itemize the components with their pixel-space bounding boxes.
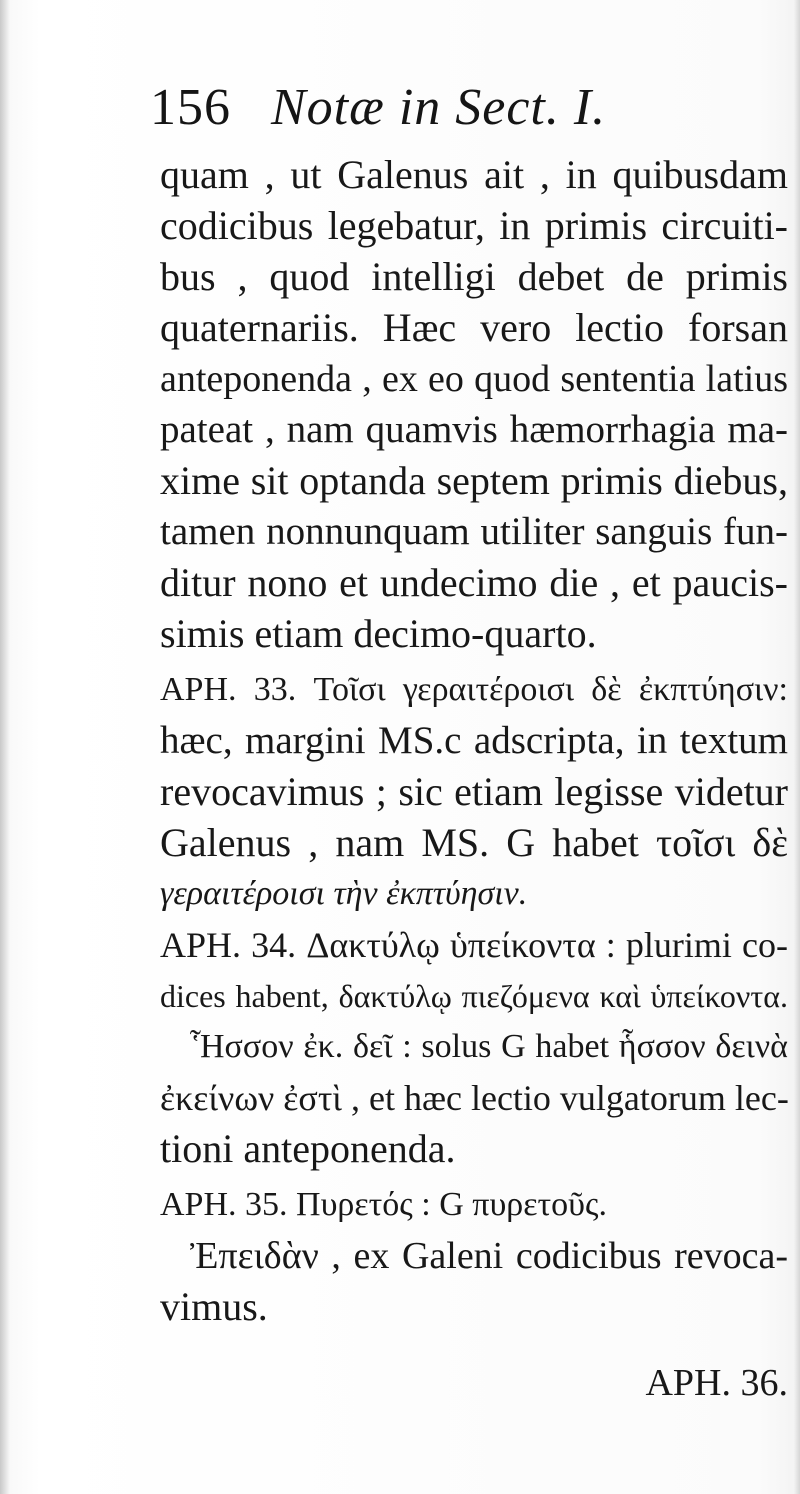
text-line: ditur nono et undecimo die , et paucis- bbox=[160, 560, 788, 605]
text-line: xime sit optanda septem primis diebus, bbox=[160, 458, 788, 503]
page-number: 156 bbox=[150, 79, 231, 136]
text-line: codicibus legebatur, in primis circuiti- bbox=[160, 203, 788, 248]
running-title: Notæ in Sect. I. bbox=[271, 79, 607, 136]
aphorism-34-line: APH. 34. Δακτύλῳ ὑπείκοντα : plurimi co- bbox=[160, 925, 788, 965]
text-line: dices habent, δακτύλῳ πιεζόμενα καὶ ὑπείκοντα. bbox=[160, 978, 788, 1014]
text-line: quaternariis. Hæc vero lectio forsan bbox=[160, 305, 788, 350]
aphorism-33-line: APH. 33. Τοῖσι γεραιτέροισι δὲ ἐκπτύησιν: bbox=[160, 671, 788, 708]
text-line: Galenus , nam MS. G habet τοῖσι δὲ bbox=[160, 820, 788, 865]
catchword: APH. 36. bbox=[645, 1362, 788, 1404]
text-line: anteponenda , ex eo quod sententia latius bbox=[160, 358, 788, 400]
text-line: ἐκείνων ἐστὶ , et hæc lectio vulgatorum lec- bbox=[160, 1078, 789, 1118]
text-line: Ἐπειδὰν , ex Galeni codicibus revoca- bbox=[190, 1235, 788, 1277]
text-line: tioni anteponenda. bbox=[160, 1126, 456, 1171]
text-line: Ἧσσον ἐκ. δεῖ : solus G habet ἧσσον δεινὰ bbox=[190, 1028, 788, 1065]
text-line: hæc, margini MS.c adscripta, in textum bbox=[160, 719, 788, 762]
aphorism-35-line: APH. 35. Πυρετός : G πυρετοῦς. bbox=[160, 1186, 607, 1223]
greek-text-line: γεραιτέροισι τὴν ἐκπτύησιν. bbox=[160, 875, 528, 912]
text-line: revocavimus ; sic etiam legisse videtur bbox=[160, 769, 788, 814]
text-line: simis etiam decimo-quarto. bbox=[160, 611, 597, 656]
text-line: tamen nonnunquam utiliter sanguis fun- bbox=[160, 510, 788, 553]
text-line: bus , quod intelligi debet de primis bbox=[160, 254, 788, 299]
text-line: quam , ut Galenus ait , in quibusdam bbox=[160, 152, 788, 197]
text-line: pateat , nam quamvis hæmorrhagia ma- bbox=[160, 408, 788, 451]
text-line: vimus. bbox=[160, 1284, 268, 1329]
running-header bbox=[150, 78, 606, 137]
